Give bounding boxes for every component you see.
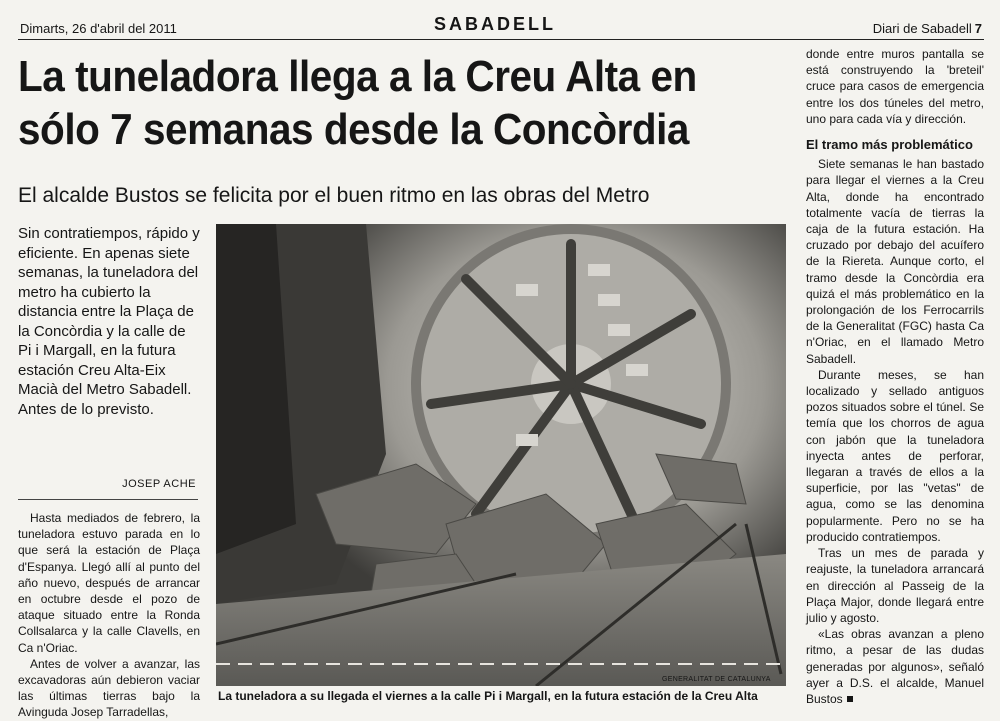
headline-line-2: sólo 7 semanas desde la Concòrdia	[18, 105, 689, 154]
lead-rule	[18, 499, 198, 500]
photo-illustration	[216, 224, 786, 686]
paper-name	[873, 21, 982, 36]
paper-title: Diari de Sabadell	[872, 21, 972, 36]
headline-line-1: La tuneladora llega a la Creu Alta en	[18, 52, 697, 101]
page-number: 7	[974, 21, 982, 36]
body-paragraph: Durante meses, se han localizado y sellado antiguos pozos situados sobre el túnel. Se temía que los chorros de agua con jabón que la tuneladora inyecta antes de perforar, llegaran a través de ellos a la superficie, por las "vetas" de agua, como se las denomina popularmente. Pero no se ha producido contratiempos.	[806, 367, 984, 544]
header-rule	[18, 39, 984, 40]
subtitle: El alcalde Bustos se felicita por el buen ritmo en las obras del Metro	[18, 184, 650, 207]
body-column-left	[18, 510, 200, 721]
body-paragraph: Siete semanas le han bastado para llegar el viernes a la Creu Alta, donde ha encontrado totalmente vacía de tierras la caja de la futura estación. Ha cruzado por debajo del acuífero de la Riereta. Aunque corto, el tramo desde la Concòrdia era quizá el más problemático en la prolongación de los Ferrocarrils de la Generalitat (FGC) hasta Ca n'Oriac, en el llamado Metro Sabadell.	[806, 157, 984, 366]
photo-caption: La tuneladora a su llegada el viernes a la calle Pi i Margall, en la futura estación de la Creu Alta	[218, 689, 758, 703]
headline	[18, 50, 736, 156]
subheading: El tramo más problemático	[806, 137, 973, 153]
end-of-article-mark	[847, 696, 853, 702]
byline: JOSEP ACHE	[122, 478, 196, 490]
tunnel-boring-machine-photo	[216, 224, 786, 686]
photo-credit: GENERALITAT DE CATALUNYA	[662, 676, 771, 683]
lead-paragraph: Sin contratiempos, rápido y eficiente. En apenas siete semanas, la tuneladora del metro ha cubierto la distancia entre la Plaça de la Concòrdia y la calle de Pi i Margall, en la futura estación Creu Alta-Eix Macià del Metro Sabadell. Antes de lo previsto.	[18, 225, 200, 418]
body-paragraph: Tras un mes de parada y reajuste, la tuneladora arrancará en dirección al Passeig de la Plaça Major, donde llegará entre julio y agosto.	[806, 546, 984, 625]
section-name: SABADELL	[434, 14, 556, 34]
body-paragraph: Antes de volver a avanzar, las excavadoras aún debieron vaciar las últimas tierras bajo la Avinguda Josep Tarradellas,	[18, 656, 200, 720]
issue-date: Dimarts, 26 d'abril del 2011	[20, 21, 177, 36]
closing-quote: «Las obras avanzan a pleno ritmo, a pesar de las dudas generadas por algunos», señaló ayer a D.S. el alcalde, Manuel Bustos	[806, 627, 984, 706]
body-paragraph: donde entre muros pantalla se está construyendo la 'breteil' cruce para casos de emergencia entre los dos túneles del metro, uno para cada vía y dirección.	[806, 47, 984, 126]
body-paragraph: Hasta mediados de febrero, la tuneladora estuvo parada en lo que será la estación de Plaça d'Espanya. Llegó allí al punto del año nuevo, después de arrancar en octubre desde el pozo de ataque situado entre la Ronda Collsalarca y la calle Clavells, en Ca n'Oriac.	[18, 511, 200, 655]
body-paragraph-final	[806, 626, 984, 707]
body-column-right	[806, 46, 984, 707]
